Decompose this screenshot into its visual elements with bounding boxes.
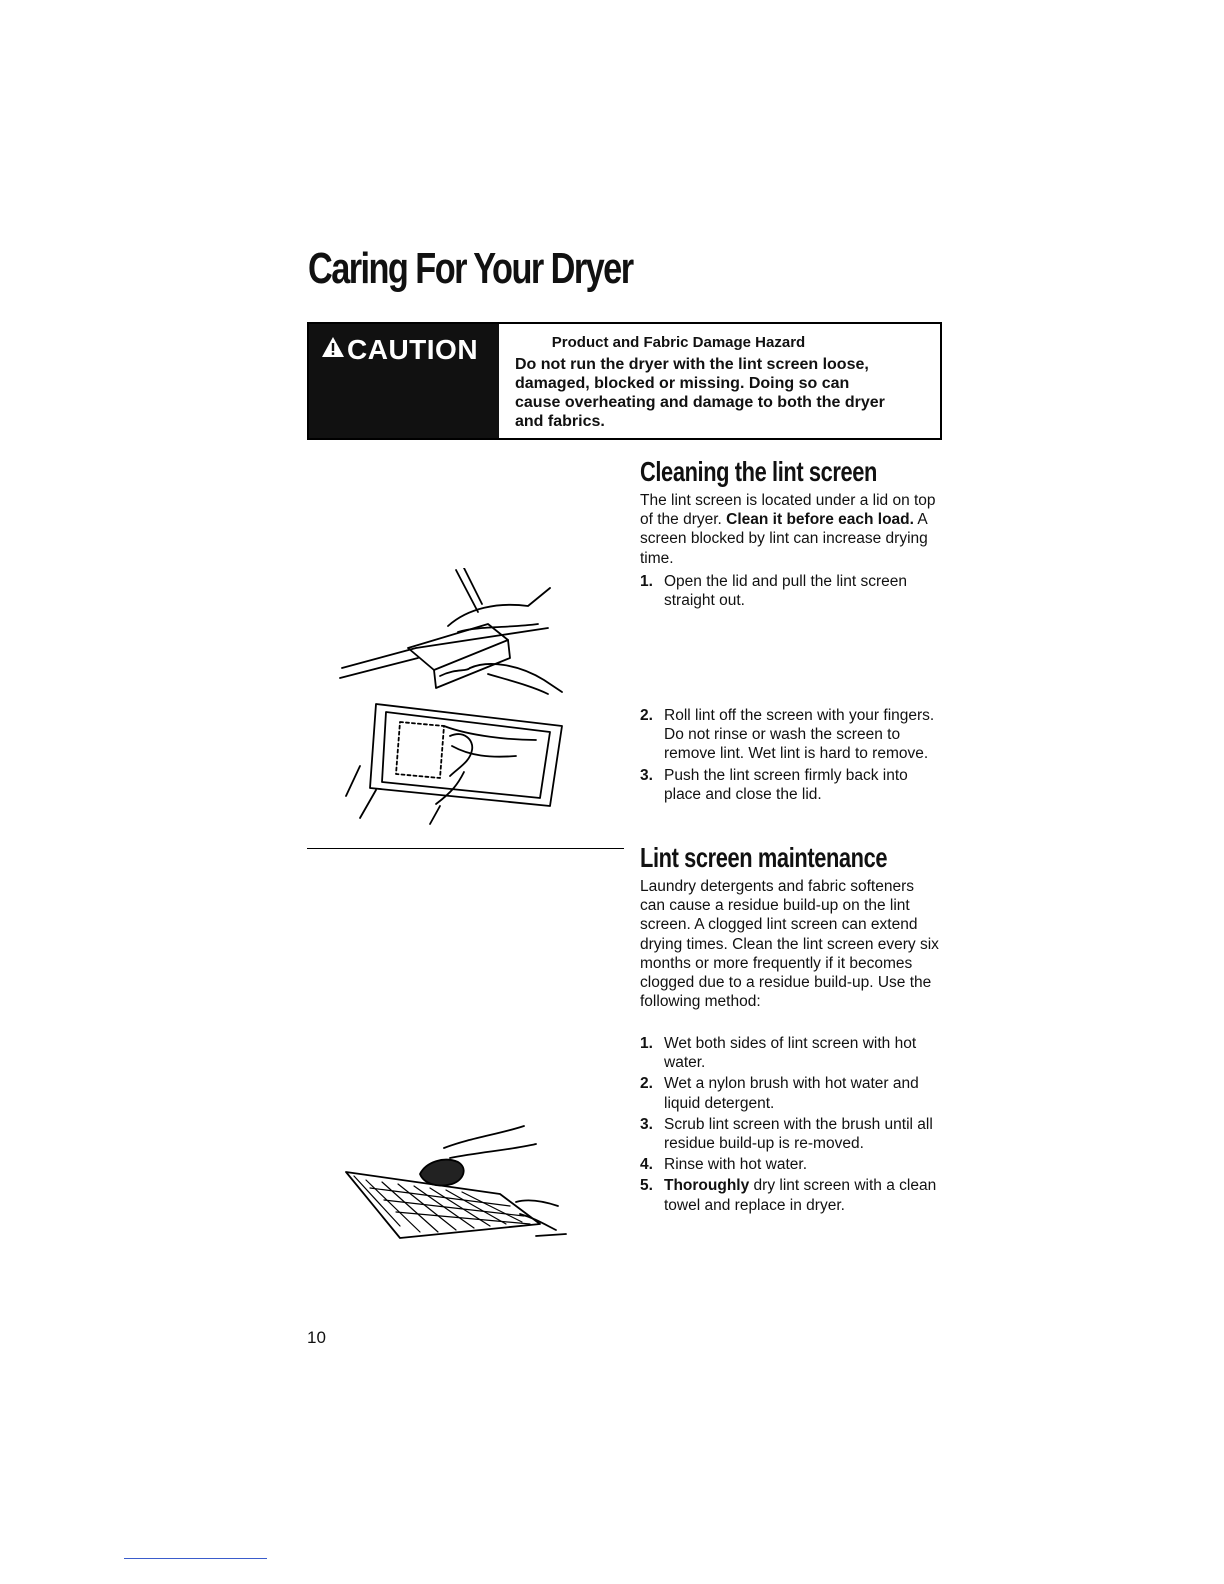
section-divider	[307, 848, 624, 849]
caution-label	[309, 324, 499, 438]
list-item	[640, 766, 940, 804]
list-item	[640, 1176, 940, 1214]
maintenance-intro: Laundry detergents and fabric softeners can cause a residue build-up on the lint screen. A clogged lint screen can extend drying times. Clean the lint screen every six months or more frequently if it becomes clogged due to a residue build-up. Use the following method:	[640, 878, 939, 1011]
maintenance-steps	[640, 1034, 940, 1217]
cleaning-steps-1	[640, 572, 940, 612]
step-number: 1.	[640, 573, 653, 590]
step-text: Rinse with hot water.	[664, 1156, 808, 1174]
step-text: Roll lint off the screen with your fingers. Do not rinse or wash the screen to remove lint. Wet lint is hard to remove.	[664, 707, 935, 763]
step-number: 2.	[640, 707, 653, 724]
list-item	[640, 1115, 940, 1153]
step-text: dry lint screen with a clean towel and replace in dryer.	[664, 1177, 937, 1214]
roll-lint-illustration	[340, 696, 570, 826]
caution-body: Do not run the dryer with the lint screen loose, damaged, blocked or missing. Doing so can cause overheating and damage to both the dryer and fabrics.	[515, 356, 885, 430]
caution-box	[307, 322, 942, 440]
cleaning-intro-b: A screen blocked by lint can increase drying time.	[640, 511, 928, 567]
page-title: Caring For Your Dryer	[308, 244, 633, 293]
step-text: Open the lid and pull the lint screen straight out.	[664, 573, 907, 610]
caution-label-text: CAUTION	[347, 334, 479, 365]
scrub-lint-screen-illustration	[340, 1114, 570, 1254]
section-title-cleaning: Cleaning the lint screen	[640, 456, 878, 487]
step-number: 3.	[640, 1115, 653, 1133]
step-number: 1.	[640, 1035, 653, 1052]
list-item	[640, 1034, 940, 1072]
step-number: 2.	[640, 1075, 653, 1093]
cleaning-intro-a: The lint screen is located under a lid on top of the dryer.	[640, 492, 936, 529]
cleaning-steps-2	[640, 706, 940, 806]
step-number: 3.	[640, 766, 653, 784]
step-text: Wet a nylon brush with hot water and liquid detergent.	[664, 1075, 919, 1112]
caution-text	[499, 324, 940, 438]
caution-heading: Product and Fabric Damage Hazard	[551, 334, 806, 351]
cleaning-intro	[640, 491, 940, 568]
list-item	[640, 1074, 940, 1112]
step-text: Push the lint screen firmly back into place and close the lid.	[664, 766, 908, 803]
warning-triangle-icon	[321, 334, 345, 366]
step-text: Scrub lint screen with the brush until all residue build-up is re-moved.	[664, 1115, 933, 1153]
section-title-maintenance: Lint screen maintenance	[640, 842, 888, 873]
list-item	[640, 706, 940, 764]
pull-lint-screen-illustration	[338, 568, 568, 708]
footer-line	[124, 1558, 267, 1559]
list-item	[640, 1155, 940, 1174]
page-number: 10	[307, 1328, 326, 1347]
step-number: 5.	[640, 1177, 653, 1195]
step-number: 4.	[640, 1156, 653, 1174]
step-bold: Thoroughly	[664, 1177, 750, 1195]
cleaning-intro-bold: Clean it before each load.	[726, 511, 914, 529]
step-text: Wet both sides of lint screen with hot water.	[664, 1035, 917, 1072]
list-item	[640, 572, 940, 610]
